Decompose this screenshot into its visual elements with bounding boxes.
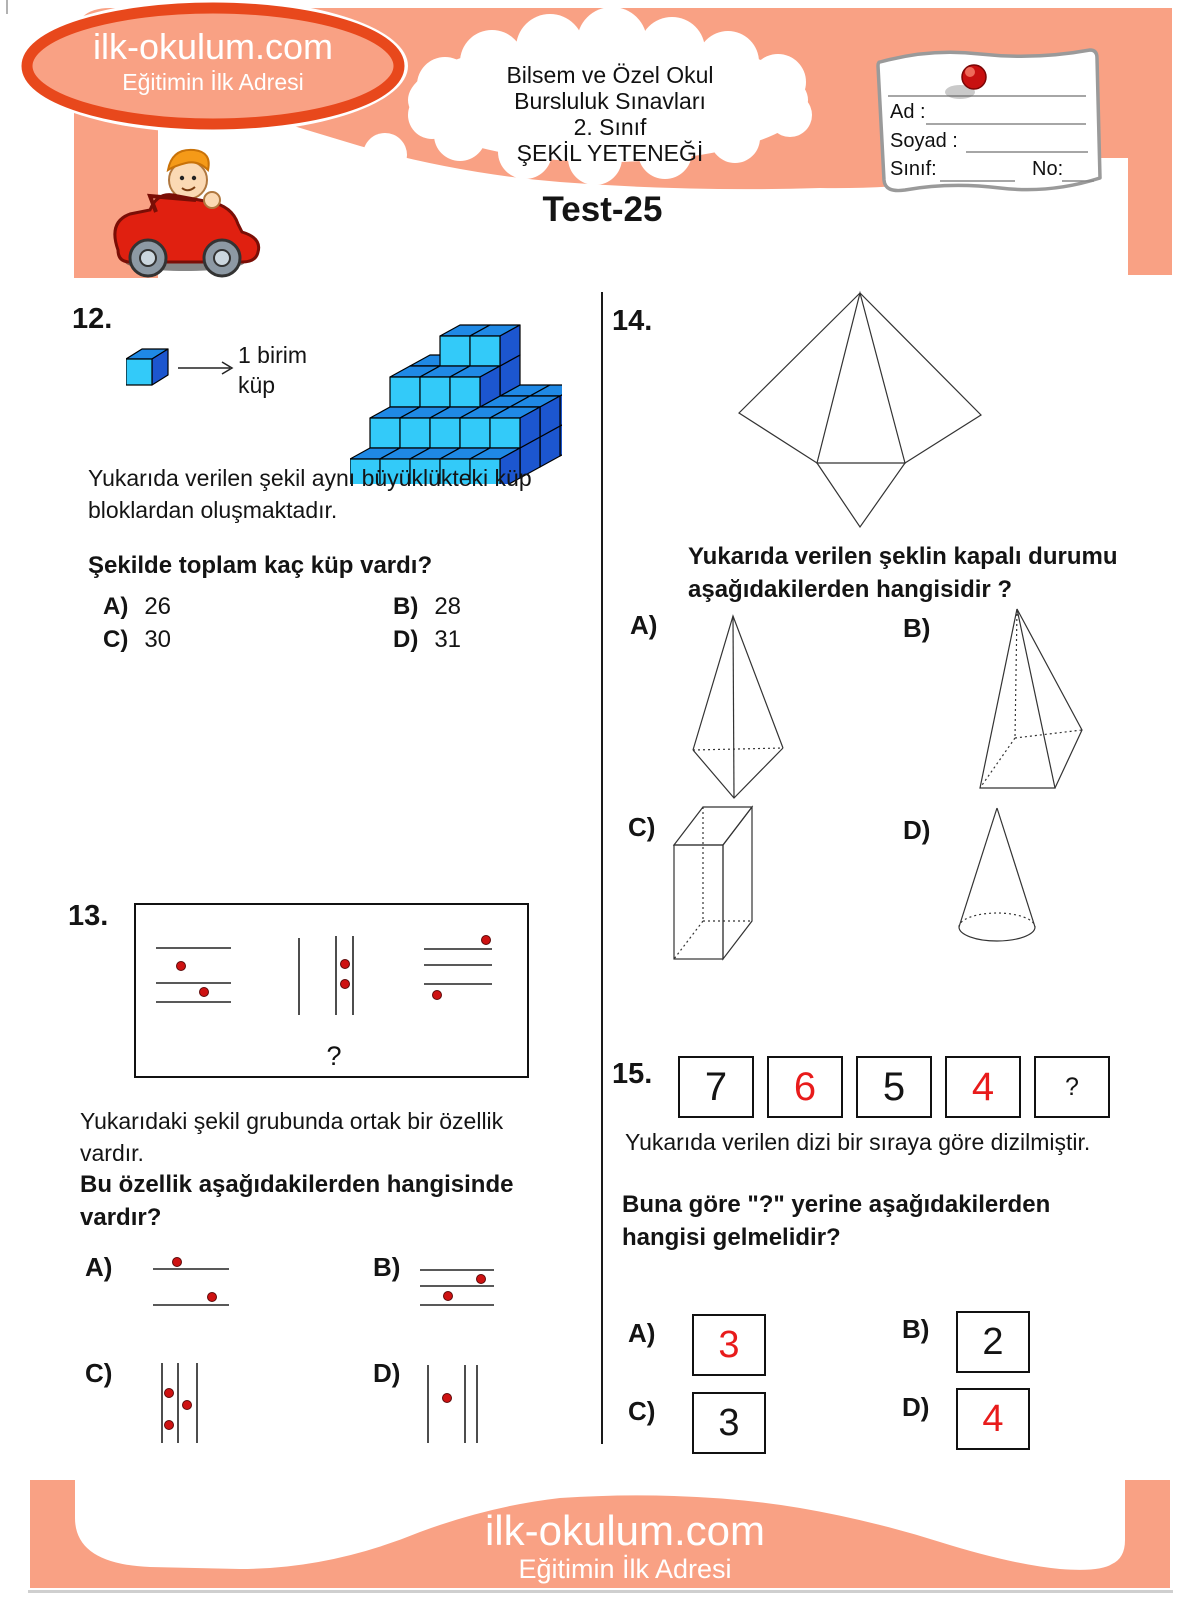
q15-option-d-box: 4 <box>956 1388 1030 1450</box>
q14-net-figure <box>699 284 999 534</box>
q14-option-d-label: D) <box>903 815 931 845</box>
q13-pattern-box <box>134 903 529 1078</box>
q12-paragraph: Yukarıda verilen şekil aynı büyüklükteki küp bloklardan oluşmaktadır. <box>88 465 532 523</box>
q12-option-c: C) 30 <box>103 626 172 653</box>
q15-option-c-label: C) <box>628 1396 656 1426</box>
q14-option-b-label: B) <box>903 613 931 643</box>
q13-option-c-label: C) <box>85 1358 113 1388</box>
q13-option-d-label: D) <box>373 1358 401 1388</box>
footer-bottom-line <box>28 1590 1173 1593</box>
exam-info-cloud <box>450 62 770 166</box>
q13-option-d-figure <box>424 1360 482 1445</box>
q12-question: Şekilde toplam kaç küp vardı? <box>88 552 433 579</box>
q14-option-d-figure <box>948 796 1048 946</box>
q15-option-a-box: 3 <box>692 1314 766 1376</box>
footer-brand: ilk-okulum.com <box>484 1507 766 1554</box>
q14-option-c-figure <box>665 798 765 968</box>
unit-cube-figure <box>126 348 170 386</box>
name-card-ad-label: Ad : <box>890 101 926 123</box>
name-card <box>878 50 1100 191</box>
unit-cube-label: 1 birim küp <box>238 342 308 398</box>
q13-option-b-label: B) <box>373 1252 401 1282</box>
footer-tagline: Eğitimin İlk Adresi <box>518 1554 732 1584</box>
q13-option-b-figure <box>418 1262 496 1312</box>
q13-question: Bu özellik aşağıdakilerden hangisinde vardır? <box>80 1171 514 1231</box>
q15-sequence-row <box>678 1056 1110 1118</box>
q13-option-c-figure <box>158 1360 203 1445</box>
name-card-soyad-label: Soyad : <box>890 130 958 152</box>
q15-option-b-label: B) <box>902 1314 930 1344</box>
cloud-line-3: 2. Sınıf <box>573 114 647 140</box>
red-dot <box>341 960 350 969</box>
q14-option-c-label: C) <box>628 812 656 842</box>
q15-option-d-label: D) <box>902 1392 930 1422</box>
name-card-sinif-label: Sınıf: <box>890 158 937 180</box>
pattern-figure-1 <box>156 948 231 1002</box>
q14-question: Yukarıda verilen şeklin kapalı durumu aşağıdakilerden hangisidir ? <box>688 543 1118 603</box>
q14-number: 14. <box>612 305 653 337</box>
q14-option-a-label: A) <box>630 610 658 640</box>
red-dot <box>200 988 209 997</box>
q12-option-b: B) 28 <box>393 593 462 620</box>
pattern-figure-3 <box>424 949 492 984</box>
sequence-box-5: ? <box>1034 1056 1110 1118</box>
q15-option-b-box: 2 <box>956 1311 1030 1373</box>
red-dot <box>482 936 491 945</box>
q15-number: 15. <box>612 1058 653 1090</box>
q15-option-c-box: 3 <box>692 1392 766 1454</box>
test-title: Test-25 <box>542 190 663 229</box>
name-card-no-label: No: <box>1032 158 1064 180</box>
arrow-icon <box>176 358 238 378</box>
sequence-box-4: 4 <box>945 1056 1021 1118</box>
site-logo <box>38 26 388 96</box>
q12-option-d: D) 31 <box>393 626 462 653</box>
red-dot <box>341 980 350 989</box>
sequence-box-3: 5 <box>856 1056 932 1118</box>
q13-option-a-label: A) <box>85 1252 113 1282</box>
q13-paragraph: Yukarıdaki şekil grubunda ortak bir özellik vardır. <box>80 1108 504 1166</box>
pattern-figure-2 <box>299 936 353 1015</box>
brand-name: ilk-okulum.com <box>92 26 334 67</box>
q13-option-a-figure <box>151 1256 231 1311</box>
pattern-question-mark: ? <box>326 1041 342 1071</box>
cloud-line-4: ŞEKİL YETENEĞİ <box>516 140 704 166</box>
cloud-line-2: Bursluluk Sınavları <box>514 88 706 114</box>
q12-number: 12. <box>72 303 113 335</box>
q15-paragraph: Yukarıda verilen dizi bir sıraya göre dizilmiştir. <box>625 1129 1091 1155</box>
thought-bubble-trail <box>216 133 407 224</box>
column-divider <box>601 292 603 1444</box>
red-dot <box>433 991 442 1000</box>
sequence-box-2: 6 <box>767 1056 843 1118</box>
q15-option-a-label: A) <box>628 1318 656 1348</box>
q15-question: Buna göre "?" yerine aşağıdakilerden hangisi gelmelidir? <box>622 1191 1051 1251</box>
red-dot <box>177 962 186 971</box>
q12-option-a: A) 26 <box>103 593 172 620</box>
sequence-box-1: 7 <box>678 1056 754 1118</box>
brand-tagline: Eğitimin İlk Adresi <box>122 69 304 95</box>
cube-block-figure <box>350 318 562 484</box>
q13-number: 13. <box>68 900 109 932</box>
cloud-line-1: Bilsem ve Özel Okul <box>506 62 714 88</box>
q14-option-a-figure <box>675 603 800 803</box>
q14-option-b-figure <box>952 598 1092 803</box>
